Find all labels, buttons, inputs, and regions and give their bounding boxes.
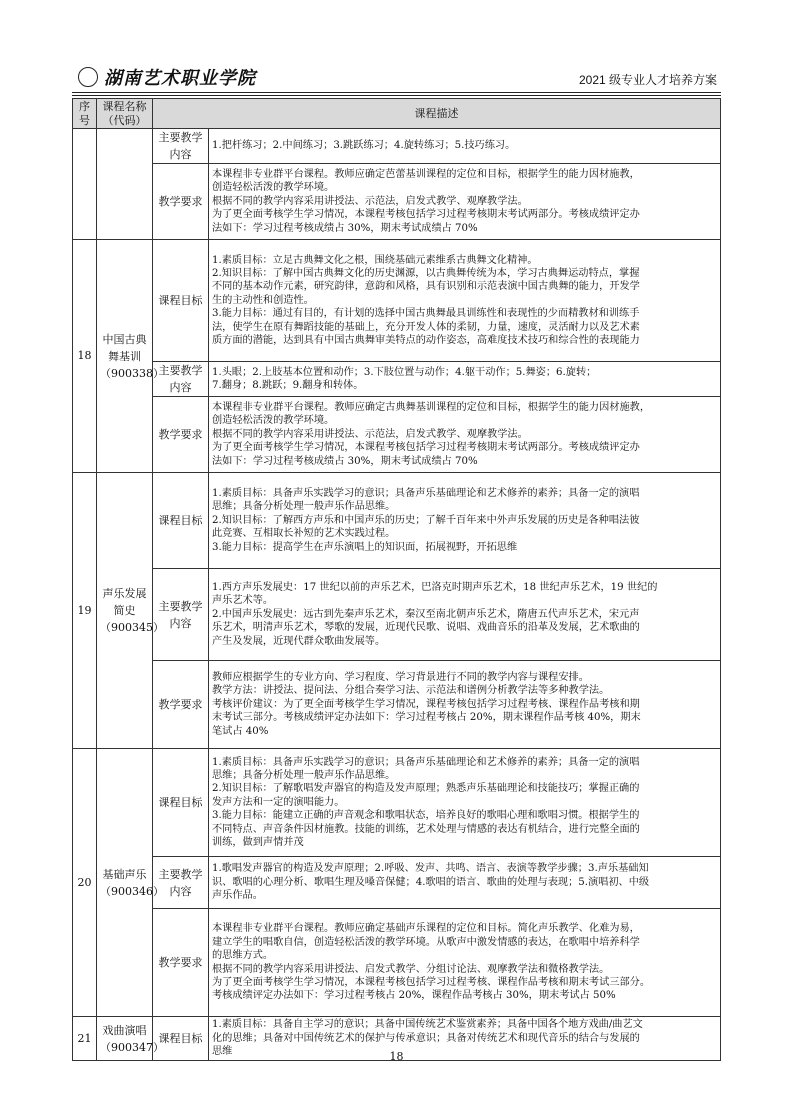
section-label: 课程目标 (153, 473, 209, 569)
description-line: 法，使学生在原有舞蹈技能的基础上，充分开发人体的柔韧，力量，速度，灵活耐力以及艺术素 (212, 321, 640, 333)
description-line: 2.知识目标：了解西方声乐和中国声乐的历史；了解千百年来中外声乐发展的历史是各种唱法彼 (212, 514, 640, 526)
description-line: 2.知识目标：了解歌唱发声器官的构造及发声原理；熟悉声乐基础理论和技能技巧；掌握正确的 (212, 783, 640, 795)
description-line: 1.西方声乐发展史：17 世纪以前的声乐艺术，巴洛克时期声乐艺术，18 世纪声乐艺术，19 世纪的 (212, 581, 658, 593)
header-desc: 课程描述 (153, 99, 721, 129)
course-number: 21 (73, 1017, 97, 1061)
table-row (73, 362, 721, 397)
course-number: 19 (73, 473, 97, 749)
section-description (209, 362, 721, 397)
description-line: 声乐艺术等。 (212, 595, 274, 607)
description-line: 1.头眼；2.上肢基本位置和动作；3.下肢位置与动作；4.躯干动作；5.舞姿；6.旋转； (212, 366, 597, 378)
description-line: 识、歌唱的心理分析、歌唱生理及嗓音保健；4.歌唱的语言、歌曲的处理与表现；5.演唱初、中级 (212, 876, 650, 888)
description-line: 创造轻松活泼的教学环境。 (212, 415, 335, 427)
description-line: 本课程非专业群平台课程。教师应确定基础声乐课程的定位和目标。简化声乐教学、化难为易， (212, 923, 640, 935)
section-description (209, 164, 721, 240)
course-name (97, 129, 153, 240)
table-row (73, 909, 721, 1017)
section-label: 课程目标 (153, 240, 209, 362)
section-label: 主要教学内容 (153, 129, 209, 164)
course-name: 中国古典舞基训（900338） (97, 240, 153, 473)
description-line: 为了更全面考核学生学习情况，本课程考核包括学习过程考核期末考试两部分。考核成绩评定办 (212, 209, 640, 221)
header-no: 序号 (73, 99, 97, 129)
description-line: 思维；具备分析处理一般声乐作品思维。 (212, 769, 396, 781)
description-line: 2.中国声乐发展史：远古到先秦声乐艺术，秦汉至南北朝声乐艺术，隋唐五代声乐艺术，宋元声 (212, 608, 640, 620)
table-row (73, 473, 721, 569)
course-name: 戏曲演唱（900347） (97, 1017, 153, 1061)
description-line: 7.翻身；8.跳跃；9.翻身和转体。 (212, 380, 364, 391)
description-line: 声乐作品。 (212, 890, 263, 902)
description-line: 2.知识目标：了解中国古典舞文化的历史渊源，以古典舞传统为本，学习古典舞运动特点，掌握 (212, 267, 640, 279)
description-line: 思维；具备分析处理一般声乐作品思维。 (212, 501, 396, 513)
description-line: 训练，做到声情并茂 (212, 837, 304, 849)
section-label: 教学要求 (153, 661, 209, 749)
description-line: 为了更全面考核学生学习情况，本课程考核包括学习过程考核期末考试两部分。考核成绩评定办 (212, 442, 640, 454)
section-label: 主要教学内容 (153, 857, 209, 909)
description-line: 3.能力目标：通过有目的，有计划的选择中国古典舞最具训练性和表现性的少而精教材和训练手 (212, 308, 640, 320)
description-line: 1.素质目标：具备自主学习的意识；具备中国传统艺术鉴赏素养；具备中国各个地方戏曲/曲艺文 (212, 1019, 643, 1031)
description-line: 1.素质目标：具备声乐实践学习的意识；具备声乐基础理论和艺术修养的素养；具备一定的演唱 (212, 756, 640, 768)
description-line: 法如下：学习过程考核成绩占 30%，期末考试成绩占 70% (212, 455, 478, 467)
course-table (72, 98, 721, 1061)
description-line: 末考试三部分。考核成绩评定办法如下：学习过程考核占 20%，期末课程作品考核 40%，期末 (212, 712, 641, 724)
header-rule (72, 92, 721, 93)
table-row (73, 857, 721, 909)
description-line: 不同特点、声音条件因材施教。技能的训练，艺术处理与情感的表达有机结合，进行完整全面的 (212, 823, 640, 835)
description-line: 本课程非专业群平台课程。教师应确定芭蕾基训课程的定位和目标，根据学生的能力因材施教， (212, 168, 640, 180)
school-name: 湖南艺术职业学院 (104, 68, 256, 89)
table-row (73, 129, 721, 164)
section-description (209, 129, 721, 164)
table-header-row (73, 99, 721, 129)
description-line: 本课程非专业群平台课程。教师应确定古典舞基训课程的定位和目标，根据学生的能力因材施教， (212, 401, 651, 413)
section-description (209, 909, 721, 1017)
course-name: 声乐发展简史（900345） (97, 473, 153, 749)
description-line: 3.能力目标：能建立正确的声音观念和歌唱状态，培养良好的歌唱心理和歌唱习惯。根据学生的 (212, 810, 640, 822)
description-line: 建立学生的唱歌自信，创造轻松活泼的教学环境。从歌声中激发情感的表达，在歌唱中培养科学 (212, 936, 640, 948)
section-description (209, 473, 721, 569)
table-row (73, 749, 721, 857)
section-description (209, 397, 721, 473)
course-name: 基础声乐（900346） (97, 749, 153, 1017)
table-row (73, 397, 721, 473)
description-line: 不同的基本动作元素，研究韵律，意韵和风格，具有识别和示范表演中国古典舞的能力，开发学 (212, 281, 640, 293)
description-line: 根据不同的教学内容采用讲授法、启发式教学、分组讨论法、观摩教学法和微格教学法。 (212, 963, 610, 975)
page-number: 18 (389, 1050, 404, 1063)
description-line: 产生及发展，近现代群众歌曲发展等。 (212, 635, 386, 647)
description-line: 笔试占 40% (212, 725, 269, 737)
page-header (72, 66, 721, 92)
description-line: 3.能力目标：提高学生在声乐演唱上的知识面，拓展视野，开拓思维 (212, 541, 518, 553)
course-number: 20 (73, 749, 97, 1017)
description-line: 质方面的潜能，达到具有中国古典舞审美特点的动作姿态，高难度技术技巧和综合性的表现能力 (212, 335, 640, 347)
table-row (73, 569, 721, 661)
description-line: 根据不同的教学内容采用讲授法、示范法，启发式教学、观摩教学法。 (212, 428, 528, 440)
section-description (209, 240, 721, 362)
section-label: 教学要求 (153, 164, 209, 240)
table-row (73, 661, 721, 749)
school-logo (78, 66, 256, 88)
description-line: 发声方法和一定的演唱能力。 (212, 796, 345, 808)
section-label: 主要教学内容 (153, 569, 209, 661)
course-number (73, 129, 97, 240)
section-label: 主要教学内容 (153, 362, 209, 397)
description-line: 生的主动性和创造性。 (212, 294, 314, 306)
description-line: 化的思维；具备对中国传统艺术的保护与传承意识；具备对传统艺术和现代音乐的结合与发展的 (212, 1032, 640, 1044)
header-course: 课程名称（代码） (97, 99, 153, 129)
description-line: 根据不同的教学内容采用讲授法、示范法，启发式教学、观摩教学法。 (212, 195, 528, 207)
section-description (209, 661, 721, 749)
description-line: 1.把杆练习；2.中间练习；3.跳跃练习；4.旋转练习；5.技巧练习。 (212, 140, 516, 152)
description-line: 乐艺术，明清声乐艺术，琴歌的发展，近现代民歌、说唱、戏曲音乐的沿革及发展，艺术歌曲的 (212, 622, 640, 634)
section-label: 教学要求 (153, 397, 209, 473)
section-description (209, 569, 721, 661)
section-label: 教学要求 (153, 909, 209, 1017)
description-line: 为了更全面考核学生学习情况，本课程考核包括学习过程考核、课程作品考核和期末考试三部分。 (212, 976, 651, 988)
description-line: 思维 (212, 1046, 233, 1058)
description-line: 创造轻松活泼的教学环境。 (212, 182, 335, 194)
table-row (73, 240, 721, 362)
document-title: 2021 级专业人才培养方案 (578, 73, 717, 87)
description-line: 1.素质目标：具备声乐实践学习的意识；具备声乐基础理论和艺术修养的素养；具备一定的演唱 (212, 487, 640, 499)
school-seal-icon (78, 67, 98, 87)
description-line: 考核评价建议：为了更全面考核学生学习情况，课程考核包括学习过程考核、课程作品考核和期 (212, 698, 640, 710)
description-line: 1.歌唱发声器官的构造及发声原理；2.呼吸、发声、共鸣、语言、表演等教学步骤；3.声乐基础知 (212, 863, 649, 875)
description-line: 教学方法：讲授法、提问法、分组合奏学习法、示范法和谱例分析教学法等多种教学法。 (212, 685, 610, 697)
header-rule-thin (72, 95, 721, 96)
description-line: 的思维方式。 (212, 950, 274, 962)
description-line: 法如下：学习过程考核成绩占 30%，期末考试成绩占 70% (212, 222, 478, 234)
table-row (73, 164, 721, 240)
section-description (209, 749, 721, 857)
description-line: 1.素质目标：立足古典舞文化之根，围绕基础元素维系古典舞文化精神。 (212, 254, 538, 266)
section-label: 课程目标 (153, 749, 209, 857)
description-line: 此竞赛、互相取长补短的艺术实践过程。 (212, 528, 396, 540)
course-number: 18 (73, 240, 97, 473)
description-line: 教师应根据学生的专业方向、学习程度、学习背景进行不同的教学内容与课程安排。 (212, 671, 589, 683)
section-description (209, 857, 721, 909)
description-line: 考核成绩评定办法如下：学习过程考核占 20%，课程作品考核占 30%，期末考试占 50% (212, 990, 616, 1002)
section-label: 课程目标 (153, 1017, 209, 1061)
